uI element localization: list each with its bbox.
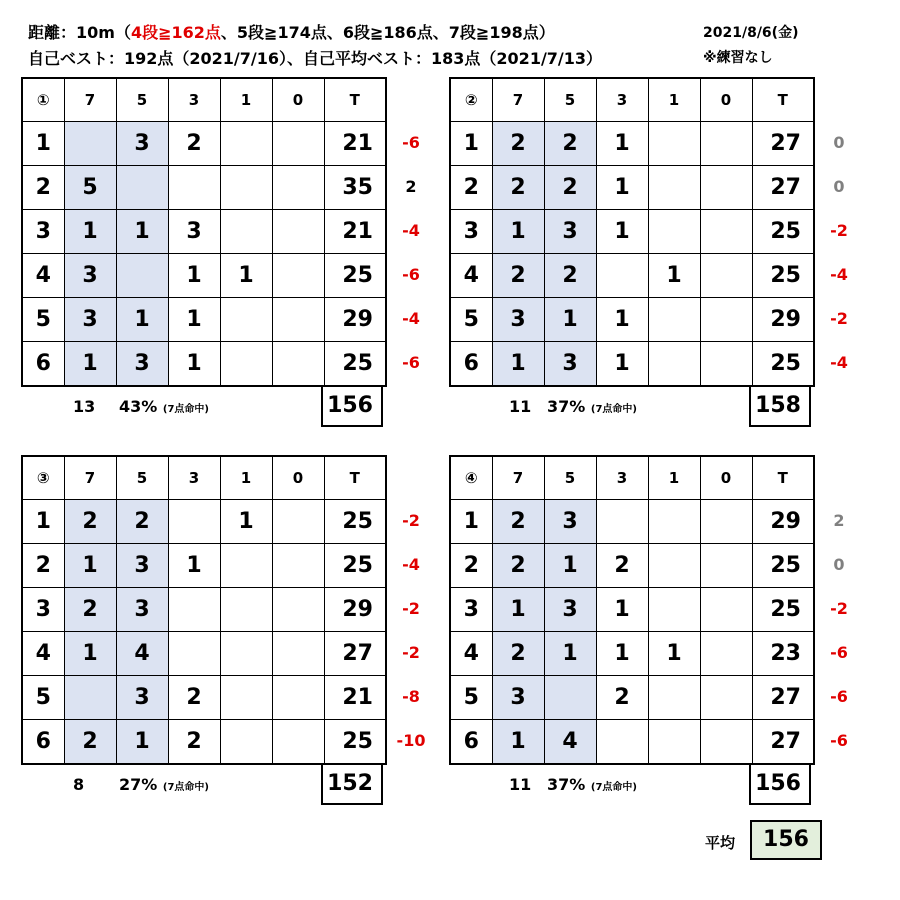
round-2: [449, 77, 879, 432]
count-7-points: 2: [492, 122, 544, 166]
end-number: 4: [22, 254, 64, 298]
count-3-points: 2: [596, 544, 648, 588]
count-1-points: [648, 210, 700, 254]
hit-rate-note: (7点命中): [590, 782, 637, 793]
count-0-points: [700, 342, 752, 387]
count-5-points: 3: [544, 500, 596, 544]
round-sum-value: 156: [755, 771, 801, 796]
difference-value: 0: [833, 555, 845, 574]
difference-value: -6: [830, 643, 848, 662]
end-number: 6: [450, 342, 492, 387]
difference-value: -2: [830, 309, 848, 328]
count-3-points: [168, 632, 220, 676]
table-row: [22, 720, 386, 765]
end-total: 21: [324, 676, 386, 720]
count-7-points: 3: [492, 298, 544, 342]
table-row: [22, 676, 386, 720]
round-sum-value: 156: [327, 393, 373, 418]
count-0-points: [700, 676, 752, 720]
count-5-points: [116, 254, 168, 298]
end-number: 2: [450, 166, 492, 210]
count-3-points: 3: [168, 210, 220, 254]
count-5-points: 2: [544, 166, 596, 210]
count-0-points: [700, 166, 752, 210]
other-thresholds: 、5段≧174点、6段≧186点、7段≧198点）: [220, 23, 555, 42]
count-7-points: 2: [492, 632, 544, 676]
hit-rate-percent: 27%: [119, 775, 158, 794]
column-header: 7: [64, 78, 116, 122]
seven-point-hits: 13: [73, 397, 96, 416]
score-table: [449, 77, 815, 387]
count-3-points: [596, 254, 648, 298]
column-header: 0: [700, 456, 752, 500]
round-sum: [321, 763, 383, 805]
count-0-points: [272, 298, 324, 342]
count-5-points: 1: [116, 210, 168, 254]
end-number: 5: [22, 298, 64, 342]
count-5-points: [544, 676, 596, 720]
count-5-points: 1: [116, 298, 168, 342]
difference-value: -4: [830, 353, 848, 372]
hit-rate: [547, 397, 637, 416]
count-1-points: 1: [648, 632, 700, 676]
count-7-points: 2: [64, 720, 116, 765]
column-header: 3: [596, 78, 648, 122]
table-row: [450, 298, 814, 342]
column-header: 5: [544, 456, 596, 500]
table-row: [22, 588, 386, 632]
count-5-points: 3: [116, 342, 168, 387]
column-header: 7: [492, 456, 544, 500]
count-3-points: 1: [596, 298, 648, 342]
count-1-points: [648, 588, 700, 632]
count-3-points: 1: [168, 298, 220, 342]
count-0-points: [700, 720, 752, 765]
score-table: [21, 77, 387, 387]
count-7-points: 2: [64, 588, 116, 632]
column-header: 7: [492, 78, 544, 122]
table-row: [22, 632, 386, 676]
hit-rate-note: (7点命中): [162, 782, 209, 793]
count-5-points: 2: [544, 254, 596, 298]
end-total: 25: [324, 500, 386, 544]
difference-value: -4: [402, 221, 420, 240]
column-header: 3: [168, 456, 220, 500]
round-sum: [321, 385, 383, 427]
end-number: 2: [22, 544, 64, 588]
count-5-points: 1: [544, 544, 596, 588]
rank-4-threshold: 4段≧162点: [130, 23, 221, 42]
table-row: [450, 210, 814, 254]
count-5-points: 3: [544, 342, 596, 387]
count-1-points: [648, 676, 700, 720]
difference-value: -2: [830, 221, 848, 240]
count-0-points: [700, 298, 752, 342]
count-7-points: 3: [64, 298, 116, 342]
count-1-points: [648, 166, 700, 210]
hit-rate-percent: 37%: [547, 397, 586, 416]
count-0-points: [700, 254, 752, 298]
end-number: 6: [450, 720, 492, 765]
count-0-points: [700, 500, 752, 544]
count-0-points: [272, 500, 324, 544]
difference-value: -2: [402, 599, 420, 618]
count-1-points: [648, 342, 700, 387]
difference-value: -8: [402, 687, 420, 706]
column-header: T: [324, 456, 386, 500]
count-0-points: [272, 210, 324, 254]
end-total: 21: [324, 210, 386, 254]
end-total: 27: [324, 632, 386, 676]
count-5-points: 1: [544, 298, 596, 342]
session-date: 2021/8/6(金): [703, 25, 799, 41]
count-3-points: 2: [168, 720, 220, 765]
end-total: 25: [324, 544, 386, 588]
difference-value: -4: [402, 555, 420, 574]
end-number: 2: [450, 544, 492, 588]
count-7-points: 2: [64, 500, 116, 544]
round-label: ④: [450, 456, 492, 500]
count-1-points: [220, 544, 272, 588]
count-7-points: 2: [492, 500, 544, 544]
column-header: T: [752, 456, 814, 500]
count-7-points: 1: [492, 342, 544, 387]
column-header: 1: [648, 78, 700, 122]
score-table: [449, 455, 815, 765]
count-1-points: [220, 676, 272, 720]
count-1-points: 1: [220, 500, 272, 544]
round-sum: [749, 763, 811, 805]
personal-best-line: 自己ベスト：192点（2021/7/16）、自己平均ベスト：183点（2021/7/13）: [28, 49, 603, 68]
count-3-points: 1: [596, 632, 648, 676]
end-number: 3: [450, 588, 492, 632]
count-1-points: [648, 298, 700, 342]
count-0-points: [272, 632, 324, 676]
count-1-points: [220, 588, 272, 632]
average-label: 平均: [705, 834, 736, 852]
count-5-points: 3: [116, 122, 168, 166]
count-3-points: 1: [596, 210, 648, 254]
end-total: 25: [752, 342, 814, 387]
difference-value: 0: [833, 177, 845, 196]
count-3-points: 2: [168, 122, 220, 166]
round-label: ②: [450, 78, 492, 122]
table-row: [450, 254, 814, 298]
table-row: [22, 254, 386, 298]
end-total: 21: [324, 122, 386, 166]
count-5-points: [116, 166, 168, 210]
table-row: [22, 298, 386, 342]
count-5-points: 1: [116, 720, 168, 765]
end-number: 1: [450, 122, 492, 166]
count-1-points: 1: [220, 254, 272, 298]
count-7-points: 2: [492, 544, 544, 588]
count-7-points: 1: [64, 210, 116, 254]
count-1-points: [220, 720, 272, 765]
table-row: [450, 500, 814, 544]
table-row: [450, 544, 814, 588]
end-number: 3: [22, 210, 64, 254]
end-number: 1: [22, 122, 64, 166]
column-header: 1: [220, 456, 272, 500]
count-3-points: 1: [168, 544, 220, 588]
difference-value: 0: [833, 133, 845, 152]
difference-value: -6: [402, 133, 420, 152]
count-5-points: 4: [544, 720, 596, 765]
hit-rate: [547, 775, 637, 794]
end-total: 27: [752, 166, 814, 210]
count-3-points: 1: [596, 122, 648, 166]
count-5-points: 4: [116, 632, 168, 676]
column-header: T: [752, 78, 814, 122]
end-number: 6: [22, 720, 64, 765]
count-3-points: 1: [168, 342, 220, 387]
end-number: 1: [22, 500, 64, 544]
count-1-points: [220, 122, 272, 166]
difference-value: -4: [830, 265, 848, 284]
column-header: 0: [272, 78, 324, 122]
table-row: [22, 342, 386, 387]
count-3-points: 1: [168, 254, 220, 298]
count-7-points: 3: [492, 676, 544, 720]
seven-point-hits: 11: [509, 397, 532, 416]
end-number: 1: [450, 500, 492, 544]
count-7-points: 2: [492, 254, 544, 298]
count-1-points: [648, 500, 700, 544]
count-7-points: 1: [64, 544, 116, 588]
end-total: 25: [752, 588, 814, 632]
count-0-points: [272, 676, 324, 720]
average-value: 156: [750, 820, 822, 860]
round-sum: [749, 385, 811, 427]
count-3-points: 1: [596, 166, 648, 210]
table-row: [22, 166, 386, 210]
difference-value: -6: [830, 731, 848, 750]
difference-value: 2: [405, 177, 417, 196]
round-sum-value: 158: [755, 393, 801, 418]
count-0-points: [272, 544, 324, 588]
count-3-points: 1: [596, 588, 648, 632]
distance-line: [28, 20, 555, 43]
count-5-points: 1: [544, 632, 596, 676]
count-0-points: [272, 588, 324, 632]
end-total: 27: [752, 122, 814, 166]
end-number: 4: [450, 254, 492, 298]
count-0-points: [700, 122, 752, 166]
end-total: 29: [752, 298, 814, 342]
hit-rate-note: (7点命中): [590, 404, 637, 415]
column-header: 1: [220, 78, 272, 122]
count-1-points: [648, 122, 700, 166]
count-5-points: 2: [116, 500, 168, 544]
count-7-points: [64, 122, 116, 166]
count-5-points: 3: [544, 588, 596, 632]
count-7-points: 1: [64, 632, 116, 676]
count-3-points: 2: [168, 676, 220, 720]
count-3-points: [168, 500, 220, 544]
count-1-points: [220, 166, 272, 210]
round-sum-value: 152: [327, 771, 373, 796]
count-3-points: [168, 588, 220, 632]
difference-value: -6: [830, 687, 848, 706]
end-total: 27: [752, 676, 814, 720]
end-total: 25: [324, 342, 386, 387]
seven-point-hits: 8: [73, 775, 85, 794]
hit-rate-percent: 37%: [547, 775, 586, 794]
column-header: 5: [116, 456, 168, 500]
count-5-points: 3: [116, 544, 168, 588]
round-3: [21, 455, 451, 810]
count-7-points: [64, 676, 116, 720]
difference-value: -2: [402, 643, 420, 662]
practice-note: ※練習なし: [703, 50, 773, 66]
column-header: 0: [272, 456, 324, 500]
count-0-points: [272, 342, 324, 387]
round-label: ③: [22, 456, 64, 500]
end-total: 25: [324, 254, 386, 298]
hit-rate-note: (7点命中): [162, 404, 209, 415]
end-total: 35: [324, 166, 386, 210]
round-4: [449, 455, 879, 810]
end-number: 5: [450, 676, 492, 720]
count-0-points: [272, 122, 324, 166]
hit-rate-percent: 43%: [119, 397, 158, 416]
table-row: [450, 588, 814, 632]
end-number: 4: [450, 632, 492, 676]
table-row: [22, 122, 386, 166]
count-1-points: [648, 544, 700, 588]
table-row: [450, 122, 814, 166]
count-1-points: [220, 210, 272, 254]
difference-value: -2: [830, 599, 848, 618]
count-3-points: [596, 500, 648, 544]
count-0-points: [700, 588, 752, 632]
end-total: 25: [752, 254, 814, 298]
score-table: [21, 455, 387, 765]
count-0-points: [272, 166, 324, 210]
difference-value: -10: [396, 731, 426, 750]
table-row: [22, 544, 386, 588]
column-header: 1: [648, 456, 700, 500]
hit-rate: [119, 775, 209, 794]
column-header: T: [324, 78, 386, 122]
column-header: 3: [168, 78, 220, 122]
count-7-points: 3: [64, 254, 116, 298]
end-number: 5: [450, 298, 492, 342]
count-5-points: 3: [116, 588, 168, 632]
count-1-points: [648, 720, 700, 765]
table-row: [450, 676, 814, 720]
difference-value: -4: [402, 309, 420, 328]
count-7-points: 1: [492, 588, 544, 632]
column-header: 5: [544, 78, 596, 122]
column-header: 5: [116, 78, 168, 122]
count-7-points: 1: [492, 720, 544, 765]
count-0-points: [272, 254, 324, 298]
end-number: 3: [450, 210, 492, 254]
round-1: [21, 77, 451, 432]
end-total: 25: [752, 210, 814, 254]
seven-point-hits: 11: [509, 775, 532, 794]
count-0-points: [700, 210, 752, 254]
round-label: ①: [22, 78, 64, 122]
end-total: 27: [752, 720, 814, 765]
table-row: [450, 166, 814, 210]
count-3-points: [596, 720, 648, 765]
difference-value: -2: [402, 511, 420, 530]
end-number: 2: [22, 166, 64, 210]
column-header: 0: [700, 78, 752, 122]
table-row: [450, 342, 814, 387]
end-total: 29: [324, 298, 386, 342]
end-number: 6: [22, 342, 64, 387]
count-0-points: [700, 544, 752, 588]
end-total: 29: [324, 588, 386, 632]
count-1-points: [220, 298, 272, 342]
count-7-points: 5: [64, 166, 116, 210]
end-total: 25: [752, 544, 814, 588]
count-1-points: 1: [648, 254, 700, 298]
table-row: [22, 210, 386, 254]
end-total: 25: [324, 720, 386, 765]
count-3-points: [168, 166, 220, 210]
hit-rate: [119, 397, 209, 416]
difference-value: -6: [402, 353, 420, 372]
count-5-points: 2: [544, 122, 596, 166]
end-number: 5: [22, 676, 64, 720]
count-0-points: [272, 720, 324, 765]
count-7-points: 1: [492, 210, 544, 254]
end-number: 3: [22, 588, 64, 632]
distance-prefix: 距離：10m（: [28, 23, 131, 42]
column-header: 7: [64, 456, 116, 500]
count-3-points: 1: [596, 342, 648, 387]
count-1-points: [220, 632, 272, 676]
count-5-points: 3: [544, 210, 596, 254]
count-5-points: 3: [116, 676, 168, 720]
table-row: [22, 500, 386, 544]
end-total: 23: [752, 632, 814, 676]
end-total: 29: [752, 500, 814, 544]
difference-value: 2: [833, 511, 845, 530]
count-7-points: 2: [492, 166, 544, 210]
count-7-points: 1: [64, 342, 116, 387]
count-3-points: 2: [596, 676, 648, 720]
column-header: 3: [596, 456, 648, 500]
end-number: 4: [22, 632, 64, 676]
difference-value: -6: [402, 265, 420, 284]
count-0-points: [700, 632, 752, 676]
count-1-points: [220, 342, 272, 387]
table-row: [450, 632, 814, 676]
table-row: [450, 720, 814, 765]
